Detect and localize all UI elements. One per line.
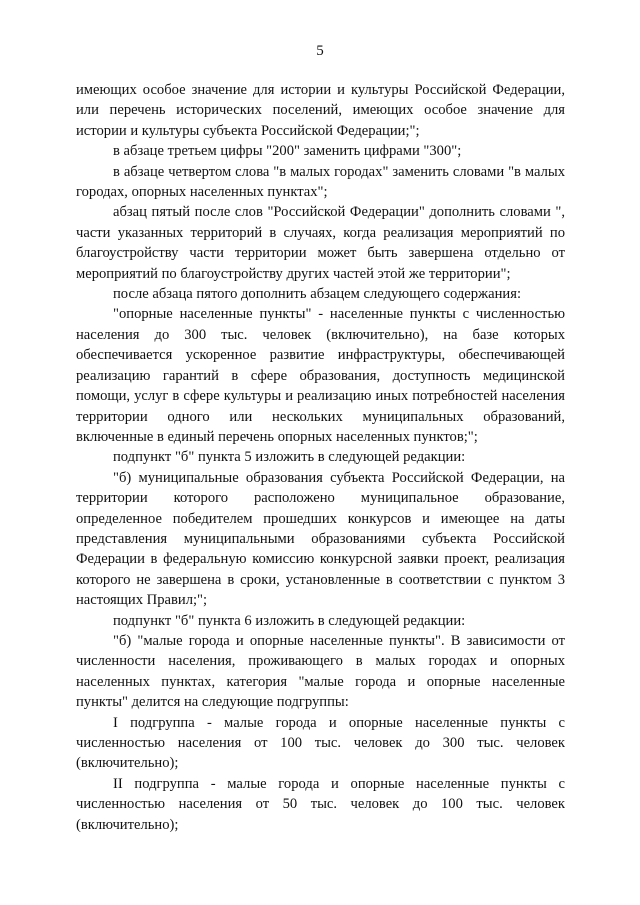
paragraph: в абзаце третьем цифры "200" заменить цифрами "300";: [113, 143, 462, 160]
paragraph: "б) муниципальные образования субъекта Российской Федерации, на территории которого расположено муниципальное образование, определенное победителем прошедших конкурсов и имеющее на даты представления муниципальными образованиями субъекта Российской Федерации в федеральную комиссию конкурсной заявки проект, реализация которого не завершена в сроки, установленные в соответствии с пунктом 3 настоящих Правил;";: [76, 469, 565, 609]
paragraph: подпункт "б" пункта 6 изложить в следующей редакции:: [113, 612, 466, 629]
paragraph: I подгруппа - малые города и опорные населенные пункты с численностью населения от 100 тыс. человек до 300 тыс. человек (включительно);: [76, 714, 565, 772]
paragraph: после абзаца пятого дополнить абзацем следующего содержания:: [113, 286, 521, 303]
paragraph: подпункт "б" пункта 5 изложить в следующей редакции:: [113, 449, 466, 466]
paragraph: II подгруппа - малые города и опорные населенные пункты с численностью населения от 50 тыс. человек до 100 тыс. человек (включительно);: [76, 775, 565, 833]
document-body: [76, 80, 565, 835]
paragraph: имеющих особое значение для истории и культуры Российской Федерации, или перечень исторических поселений, имеющих особое значение для истории и культуры субъекта Российской Федерации;";: [76, 82, 565, 139]
page-number: 5: [316, 43, 324, 59]
paragraph: "б) "малые города и опорные населенные пункты". В зависимости от численности населения, проживающего в малых городах и опорных населенных пунктах, категория "малые города и опорные населенные пункты" делится на следующие подгруппы:: [76, 632, 565, 711]
paragraph: в абзаце четвертом слова "в малых городах" заменить словами "в малых городах, опорных населенных пунктах";: [76, 163, 565, 201]
paragraph: "опорные населенные пункты" - населенные пункты с численностью населения до 300 тыс. человек (включительно), на базе которых обеспечивается ускоренное развитие инфраструктуры, обеспечивающей реализацию гарантий в сфере образования, доступность медицинской помощи, услуг в сфере культуры и реализацию иных потребностей населения территории одного или нескольких муниципальных образований, включенные в единый перечень опорных населенных пунктов;";: [76, 306, 565, 445]
paragraph: абзац пятый после слов "Российской Федерации" дополнить словами ", части указанных территорий в случаях, когда реализация мероприятий по благоустройству части территории может быть завершена отдельно от мероприятий по благоустройству других частей этой же территории";: [76, 204, 565, 282]
